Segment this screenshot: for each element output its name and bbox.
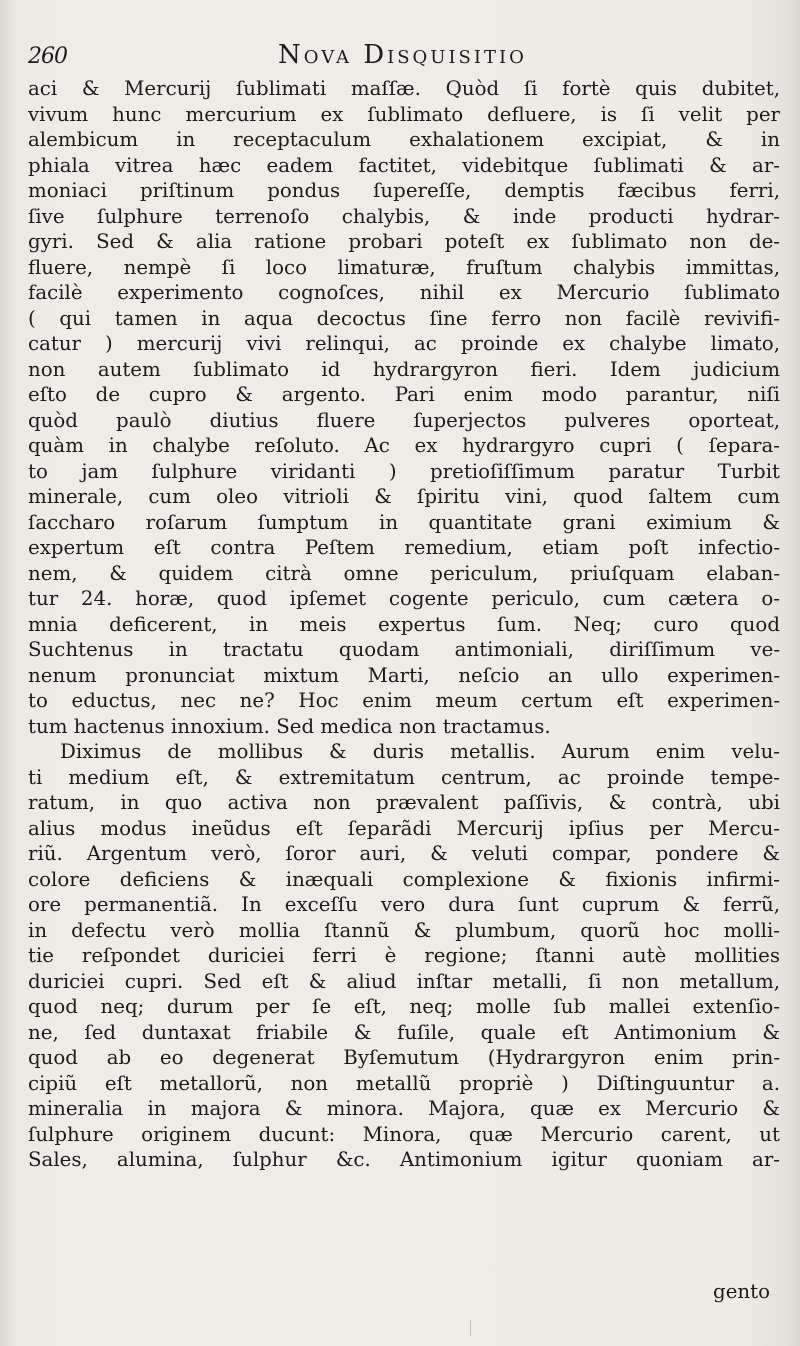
running-title: Nova Disquisitio <box>278 40 527 70</box>
text-line: mineralia in majora & minora. Majora, quæ ex Mercurio & <box>28 1097 780 1120</box>
text-line: ſulphure originem ducunt: Minora, quæ Mercurio carent, ut <box>28 1122 780 1146</box>
text-line: expertum eſt contra Peſtem remedium, etiam poſt infectio- <box>28 536 780 559</box>
text-line: tur 24. horæ, quod ipſemet cogente periculo, cum cætera o- <box>28 587 780 610</box>
text-line: tie reſpondet duriciei ferri è regione; ſtanni autè mollities <box>28 944 780 967</box>
text-line: aci & Mercurij ſublimati maſſæ. Quòd ſi fortè quis dubitet, <box>28 77 780 100</box>
text-line: ( qui tamen in aqua decoctus ſine ferro non facilè revivifi- <box>28 306 780 330</box>
text-line: vivum hunc mercurium ex ſublimato defluere, is ſi velit per <box>28 102 780 126</box>
text-line: ne, ſed duntaxat friabile & fuſile, quale eſt Antimonium & <box>28 1020 780 1044</box>
text-line: ratum, in quo activa non prævalent paſſivis, & contrà, ubi <box>28 791 780 814</box>
text-line: fluere, nempè ſi loco limaturæ, fruſtum chalybis immittas, <box>28 255 780 279</box>
text-line: ore permanentiã. In exceſſu vero dura ſunt cuprum & ferrũ, <box>28 893 780 916</box>
text-line: ſaccharo roſarum ſumptum in quantitate grani eximium & <box>28 510 780 534</box>
text-line: phiala vitrea hæc eadem factitet, videbitque ſublimati & ar- <box>28 153 780 177</box>
text-line: Suchtenus in tractatu quodam antimoniali, diriſſimum ve- <box>28 638 780 661</box>
text-line: cipiũ eſt metallorũ, non metallũ propriè ) Diſtinguuntur a. <box>28 1071 780 1095</box>
catchword: gento <box>713 1280 770 1303</box>
text-line: facilè experimento cognoſces, nihil ex Mercurio ſublimato <box>28 281 780 304</box>
text-line: riũ. Argentum verò, ſoror auri, & veluti compar, pondere & <box>28 842 780 865</box>
text-line: nenum pronunciat mixtum Marti, neſcio an ullo experimen- <box>28 663 780 687</box>
page-number: 260 <box>28 44 67 69</box>
text-line: non autem ſublimato id hydrargyron fieri. Idem judicium <box>28 357 780 381</box>
text-line: in defectu verò mollia ſtannũ & plumbum, quorũ hoc molli- <box>28 918 780 942</box>
paragraph-start-line: Diximus de mollibus & duris metallis. Aurum enim velu- <box>60 740 780 763</box>
body-text <box>28 76 780 1173</box>
text-line: minerale, cum oleo vitrioli & ſpiritu vini, quod ſaltem cum <box>28 485 780 508</box>
text-line: to jam ſulphure viridanti ) pretioſiſſimum paratur Turbit <box>28 459 780 483</box>
text-line: alius modus ineũdus eſt ſeparãdi Mercurij ipſius per Mercu- <box>28 816 780 840</box>
text-line: to eductus, nec ne? Hoc enim meum certum eſt experimen- <box>28 689 780 712</box>
text-line: quòd paulò diutius fluere ſuperjectos pulveres oporteat, <box>28 408 780 432</box>
text-line: gyri. Sed & alia ratione probari poteſt ex ſublimato non de- <box>28 230 780 253</box>
text-line: ti medium eſt, & extremitatum centrum, ac proinde tempe- <box>28 765 780 789</box>
text-line: mnia deficerent, in meis expertus ſum. Neq; curo quod <box>28 612 780 636</box>
page-header <box>28 40 768 74</box>
text-line: moniaci priſtinum pondus ſupereſſe, demptis fæcibus ferri, <box>28 179 780 202</box>
text-line: ſive ſulphure terrenoſo chalybis, & inde producti hydrar- <box>28 204 780 228</box>
text-line: colore deficiens & inæquali complexione & fixionis infirmi- <box>28 867 780 891</box>
text-line: quod neq; durum per ſe eſt, neq; molle ſub mallei extenſio- <box>28 995 780 1018</box>
text-line: nem, & quidem citrà omne periculum, priuſquam elaban- <box>28 561 780 585</box>
text-line: alembicum in receptaculum exhalationem excipiat, & in <box>28 128 780 151</box>
text-line: duriciei cupri. Sed eſt & aliud inſtar metalli, ſi non metallum, <box>28 969 780 993</box>
text-line: Sales, alumina, ſulphur &c. Antimonium igitur quoniam ar- <box>28 1148 780 1171</box>
text-line: quàm in chalybe reſoluto. Ac ex hydrargyro cupri ( ſepara- <box>28 434 780 457</box>
text-line: eſto de cupro & argento. Pari enim modo parantur, niſi <box>28 383 780 406</box>
text-line: quod ab eo degenerat Byſemutum (Hydrargyron enim prin- <box>28 1046 780 1069</box>
text-line: catur ) mercurij vivi relinqui, ac proinde ex chalybe limato, <box>28 332 780 355</box>
text-line: tum hactenus innoxium. Sed medica non tractamus. <box>28 714 551 738</box>
paper-mark <box>470 1320 485 1336</box>
